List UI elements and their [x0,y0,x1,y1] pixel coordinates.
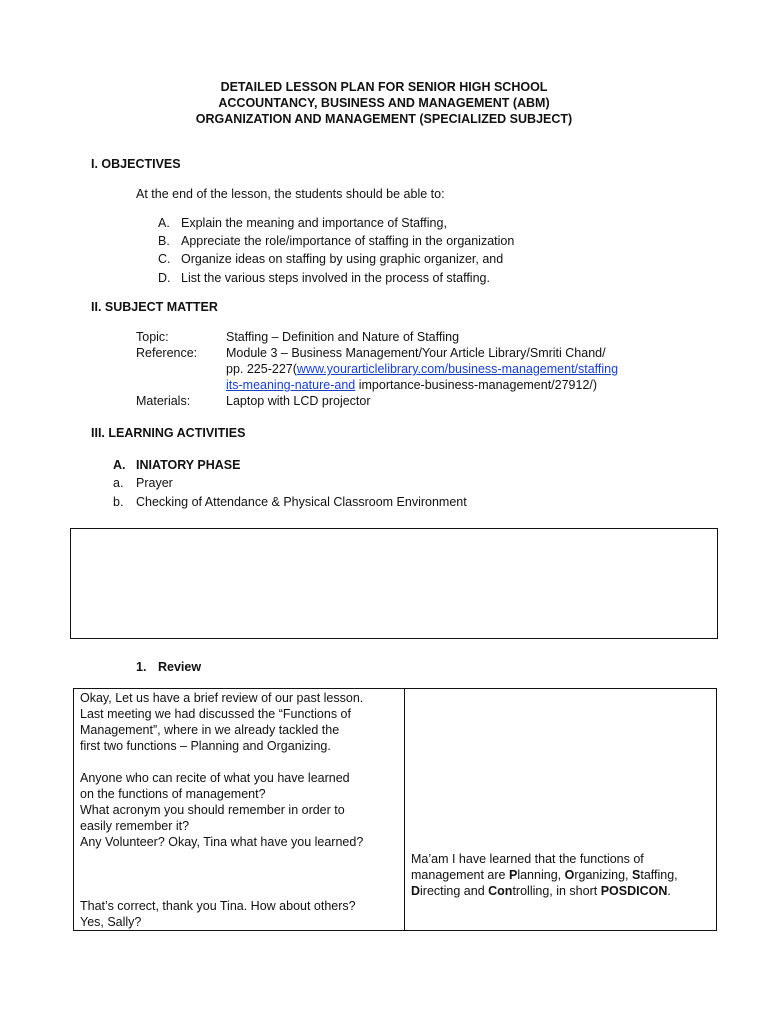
document-title-line-1: DETAILED LESSON PLAN FOR SENIOR HIGH SCHOOL [220,80,548,94]
reference-line-2 [226,361,618,377]
step-attendance: Checking of Attendance & Physical Classroom Environment [136,495,467,509]
reference-line-3 [226,377,597,393]
reference-tail: importance-business-management/27912/) [355,378,598,392]
materials-value: Laptop with LCD projector [226,394,371,408]
teacher-line: Management”, where in we already tackled the [80,723,340,737]
teacher-cell [74,689,405,931]
reference-link-part-2[interactable]: its-meaning-nature-and [226,378,356,392]
teacher-line: Last meeting we had discussed the “Functions of [80,707,351,721]
teacher-line [80,850,398,866]
student-line-3: Directing and Controlling, in short POSDICON. [411,884,671,898]
teacher-line: easily remember it? [80,819,190,833]
objectives-heading: I. OBJECTIVES [91,157,181,171]
teacher-line: What acronym you should remember in order to [80,803,345,817]
phase-marker: A. [113,458,126,472]
reference-pages: pp. 225-227( [226,362,297,376]
objective-item-c: Organize ideas on staffing by using graphic organizer, and [181,252,504,266]
review-table [73,688,717,931]
reference-link-part-1[interactable]: www.yourarticlelibrary.com/business-management/staffing [296,362,619,376]
teacher-line: Any Volunteer? Okay, Tina what have you learned? [80,835,364,849]
review-heading: Review [158,660,202,674]
topic-value: Staffing – Definition and Nature of Staffing [226,330,460,344]
teacher-line: on the functions of management? [80,787,266,801]
objective-marker-c: C. [158,252,171,266]
student-cell [405,689,717,931]
teacher-line: That’s correct, thank you Tina. How about others? [80,899,356,913]
student-line-2: management are Planning, Organizing, Staffing, [411,868,678,882]
student-line-1: Ma’am I have learned that the functions of [411,852,644,866]
objectives-intro: At the end of the lesson, the students should be able to: [136,187,445,201]
teacher-line [80,866,398,882]
objective-item-a: Explain the meaning and importance of Staffing, [181,216,447,230]
objective-item-d: List the various steps involved in the process of staffing. [181,271,490,285]
learning-activities-heading: III. LEARNING ACTIVITIES [91,426,246,440]
phase-title: INIATORY PHASE [136,458,241,472]
posdicon-acronym: POSDICON [600,884,668,898]
objective-marker-b: B. [158,234,170,248]
subject-matter-heading: II. SUBJECT MATTER [91,300,218,314]
step-prayer: Prayer [136,476,173,490]
document-title-line-2: ACCOUNTANCY, BUSINESS AND MANAGEMENT (ABM) [218,96,550,110]
step-marker-b: b. [113,495,124,509]
topic-label: Topic: [136,330,169,344]
teacher-line: Anyone who can recite of what you have learned [80,771,350,785]
objective-marker-d: D. [158,271,171,285]
document-title-line-3: ORGANIZATION AND MANAGEMENT (SPECIALIZED SUBJECT) [195,112,573,126]
objective-marker-a: A. [158,216,170,230]
teacher-line: Okay, Let us have a brief review of our past lesson. [80,691,364,705]
reference-line-1: Module 3 – Business Management/Your Article Library/Smriti Chand/ [226,346,606,360]
materials-label: Materials: [136,394,191,408]
empty-activity-box [70,528,718,639]
reference-label: Reference: [136,346,198,360]
teacher-line [80,882,398,898]
review-marker: 1. [136,660,147,674]
step-marker-a: a. [113,476,124,490]
teacher-line [80,754,398,770]
objective-item-b: Appreciate the role/importance of staffing in the organization [181,234,515,248]
teacher-line: Yes, Sally? [80,915,142,929]
teacher-line: first two functions – Planning and Organizing. [80,739,331,753]
